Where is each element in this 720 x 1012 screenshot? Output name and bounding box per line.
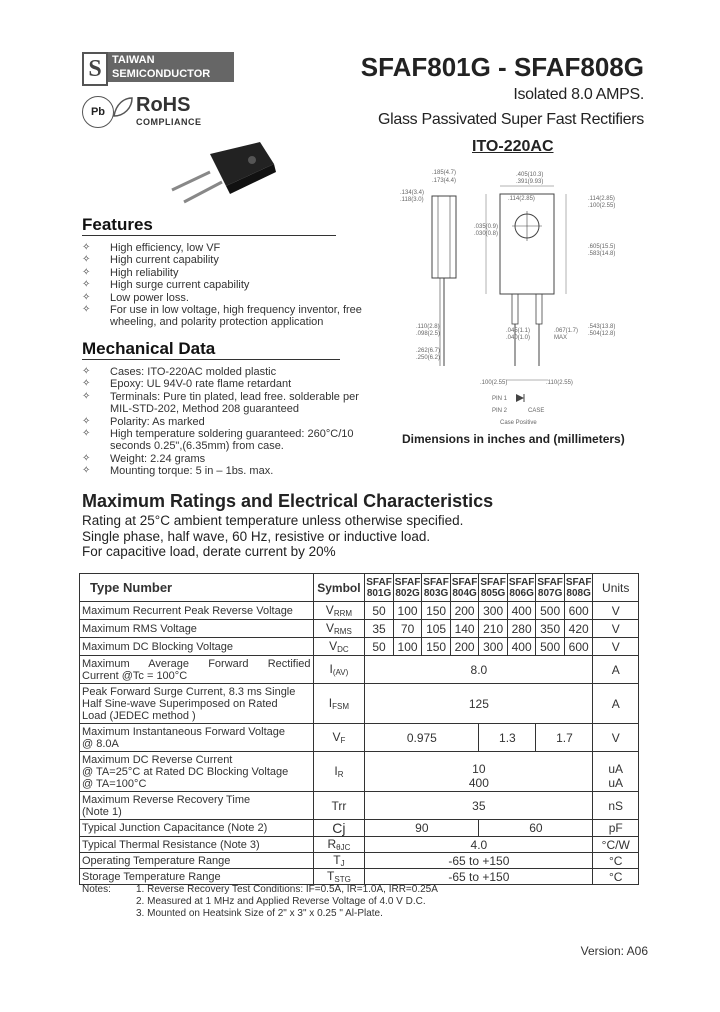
svg-text:.100(2.55): .100(2.55) xyxy=(588,203,616,209)
list-item: ✧ Polarity: As marked xyxy=(82,415,205,428)
table-row: Maximum Instantaneous Forward Voltage @ 8.0A $V_F$ 0.975 1.3 1.7 V xyxy=(80,724,639,752)
ratings-title: Maximum Ratings and Electrical Characteristics xyxy=(82,491,494,511)
bullet-icon: ✧ xyxy=(82,366,91,377)
svg-text:.504(12.8): .504(12.8) xyxy=(588,331,616,337)
rating-line-1: Rating at 25°C ambient temperature unless otherwise specified. xyxy=(82,513,464,528)
table-row: Typical Thermal Resistance (Note 3) $R_{\theta JC}$ 4.0 °C/W xyxy=(80,837,639,853)
list-item: ✧ Epoxy: UL 94V-0 rate flame retardant xyxy=(82,378,292,391)
list-item: ✧ For use in low voltage, high frequency inventor, free wheeling, and polarity protection application xyxy=(82,304,362,329)
note-3: 3. Mounted on Heatsink Size of 2" x 3" x 0.25 " Al-Plate. xyxy=(136,908,383,919)
svg-text:CASE: CASE xyxy=(528,408,545,414)
notes xyxy=(82,884,438,920)
table-row: Maximum DC Blocking Voltage $V_{DC}$ 50 100 150 200 300 400 500 600 V xyxy=(80,638,639,656)
characteristics-table xyxy=(79,573,639,885)
part-header: SFAF 807G xyxy=(536,574,565,602)
rating-line-3: For capacitive load, derate current by 20% xyxy=(82,544,336,559)
svg-text:.110(2.55): .110(2.55) xyxy=(546,380,573,386)
list-item: ✧ High current capability xyxy=(82,254,219,267)
svg-text:.110(2.8): .110(2.8) xyxy=(416,324,440,330)
version-label: Version: A06 xyxy=(580,944,648,958)
bullet-icon: ✧ xyxy=(82,378,91,390)
svg-text:.098(2.5): .098(2.5) xyxy=(416,331,441,337)
bullet-icon: ✧ xyxy=(82,279,91,291)
units-header: Units xyxy=(593,574,639,602)
package-photo xyxy=(170,140,280,212)
lead-free-badge: Pb xyxy=(82,96,114,128)
svg-text:.114(2.85): .114(2.85) xyxy=(508,196,535,202)
logo-glyph: S xyxy=(88,56,102,82)
list-item: ✧ High efficiency, low VF xyxy=(82,242,221,254)
list-item: ✧ Terminals: Pure tin plated, lead free. solderable per MIL-STD-202, Method 208 guaranteed xyxy=(82,390,359,416)
rohs-compliance: COMPLIANCE xyxy=(136,117,202,127)
part-header: SFAF 804G xyxy=(450,574,479,602)
bullet-icon: ✧ xyxy=(82,266,91,278)
table-row: Maximum Reverse Recovery Time (Note 1) Trr 35 nS xyxy=(80,792,639,820)
svg-text:PIN 1: PIN 1 xyxy=(492,396,508,402)
table-row: Maximum RMS Voltage $V_{RMS}$ 35 70 105 140 210 280 350 420 V xyxy=(80,620,639,638)
svg-text:.067(1.7): .067(1.7) xyxy=(554,328,579,334)
subtitle-description: Glass Passivated Super Fast Rectifiers xyxy=(377,111,644,128)
notes-label: Notes: xyxy=(82,884,111,895)
table-row: Typical Junction Capacitance (Note 2) Cj 90 60 pF xyxy=(80,820,639,837)
list-item: ✧ Weight: 2.24 grams xyxy=(82,452,206,465)
svg-text:.185(4.7): .185(4.7) xyxy=(432,170,457,176)
part-header: SFAF 802G xyxy=(393,574,422,602)
bullet-icon: ✧ xyxy=(82,452,91,464)
svg-text:.262(6.7): .262(6.7) xyxy=(416,348,441,354)
svg-text:.114(2.85): .114(2.85) xyxy=(588,196,615,202)
list-item: ✧ High reliability xyxy=(82,266,179,279)
part-header: SFAF 806G xyxy=(507,574,536,602)
svg-text:.118(3.0): .118(3.0) xyxy=(400,197,424,203)
subtitle-rating: Isolated 8.0 AMPS. xyxy=(513,86,644,103)
list-item: ✧ High temperature soldering guaranteed: 260°C/10 seconds 0.25",(6.35mm) from case. xyxy=(82,428,354,453)
mechanical-heading: Mechanical Data xyxy=(82,339,340,360)
svg-text:.405(10.3): .405(10.3) xyxy=(516,172,544,178)
company-name xyxy=(108,52,234,82)
svg-text:Case Positive: Case Positive xyxy=(500,420,537,426)
dimension-drawing xyxy=(396,166,640,428)
table-row: Operating Temperature Range $T_J$ -65 to +150 °C xyxy=(80,853,639,869)
dimension-caption: Dimensions in inches and (millimeters) xyxy=(402,432,625,446)
bullet-icon: ✧ xyxy=(82,428,91,440)
table-header-row xyxy=(80,574,639,602)
company-name-line1: TAIWAN xyxy=(112,54,155,66)
part-header: SFAF 808G xyxy=(564,574,593,602)
svg-text:.045(1.1): .045(1.1) xyxy=(506,328,531,334)
table-row: Maximum DC Reverse Current @ TA=25°C at Rated DC Blocking Voltage @ TA=100°C $I_R$ 10 400 uA uA xyxy=(80,752,639,792)
svg-text:.250(6.2): .250(6.2) xyxy=(416,355,441,361)
rohs-label: RoHS xyxy=(136,94,191,116)
type-number-header: Type Number xyxy=(80,574,314,602)
svg-text:.605(15.5): .605(15.5) xyxy=(588,244,616,250)
features-heading: Features xyxy=(82,215,336,236)
svg-text:MAX: MAX xyxy=(554,335,568,341)
svg-text:.543(13.8): .543(13.8) xyxy=(588,324,616,330)
list-item: ✧ High surge current capability xyxy=(82,279,250,292)
bullet-icon: ✧ xyxy=(82,242,91,253)
symbol-header: Symbol xyxy=(313,574,365,602)
leaf-icon xyxy=(112,96,134,118)
company-name-line2: SEMICONDUCTOR xyxy=(112,68,211,80)
svg-text:.134(3.4): .134(3.4) xyxy=(400,190,425,196)
svg-text:.030(0.8): .030(0.8) xyxy=(474,231,499,237)
svg-text:.583(14.8): .583(14.8) xyxy=(588,251,616,257)
list-item: ✧ Mounting torque: 5 in – 1bs. max. xyxy=(82,465,274,478)
part-header: SFAF 803G xyxy=(422,574,451,602)
table-row: Maximum Recurrent Peak Reverse Voltage $V_{RRM}$ 50 100 150 200 300 400 500 600 V xyxy=(80,602,639,620)
mechanical-list xyxy=(82,366,366,478)
svg-text:.040(1.0): .040(1.0) xyxy=(506,335,531,341)
rating-line-2: Single phase, half wave, 60 Hz, resistive or inductive load. xyxy=(82,529,431,544)
table-row: Storage Temperature Range $T_{STG}$ -65 to +150 °C xyxy=(80,869,639,885)
table-row: Maximum Average Forward Rectified Current @Tc = 100°C $I_{(AV)}$ 8.0 A xyxy=(80,656,639,684)
bullet-icon: ✧ xyxy=(82,465,91,477)
part-header: SFAF 805G xyxy=(479,574,508,602)
svg-text:.035(0.9): .035(0.9) xyxy=(474,224,499,230)
features-list xyxy=(82,242,362,329)
list-item: ✧ Cases: ITO-220AC molded plastic xyxy=(82,366,277,378)
bullet-icon: ✧ xyxy=(82,291,91,303)
bullet-icon: ✧ xyxy=(82,415,91,427)
page-title: SFAF801G - SFAF808G xyxy=(360,52,644,82)
note-2: 2. Measured at 1 MHz and Applied Reverse Voltage of 4.0 V D.C. xyxy=(136,896,426,907)
bullet-icon: ✧ xyxy=(82,304,91,316)
svg-text:.391(9.93): .391(9.93) xyxy=(516,179,544,185)
company-logo xyxy=(82,52,108,86)
part-header: SFAF 801G xyxy=(365,574,394,602)
svg-text:PIN 2: PIN 2 xyxy=(492,408,508,414)
svg-text:.100(2.55): .100(2.55) xyxy=(480,380,508,386)
note-row xyxy=(82,884,438,896)
bullet-icon: ✧ xyxy=(82,254,91,266)
note-1: 1. Reverse Recovery Test Conditions: IF=0.5A, IR=1.0A, IRR=0.25A xyxy=(136,884,438,895)
bullet-icon: ✧ xyxy=(82,390,91,402)
list-item: ✧ Low power loss. xyxy=(82,291,189,304)
table-row: Peak Forward Surge Current, 8.3 ms Single Half Sine-wave Superimposed on Rated Load (JEDEC method ) $I_{FSM}$ 125 A xyxy=(80,684,639,724)
svg-text:.173(4.4): .173(4.4) xyxy=(432,178,457,184)
package-name: ITO-220AC xyxy=(472,138,554,155)
